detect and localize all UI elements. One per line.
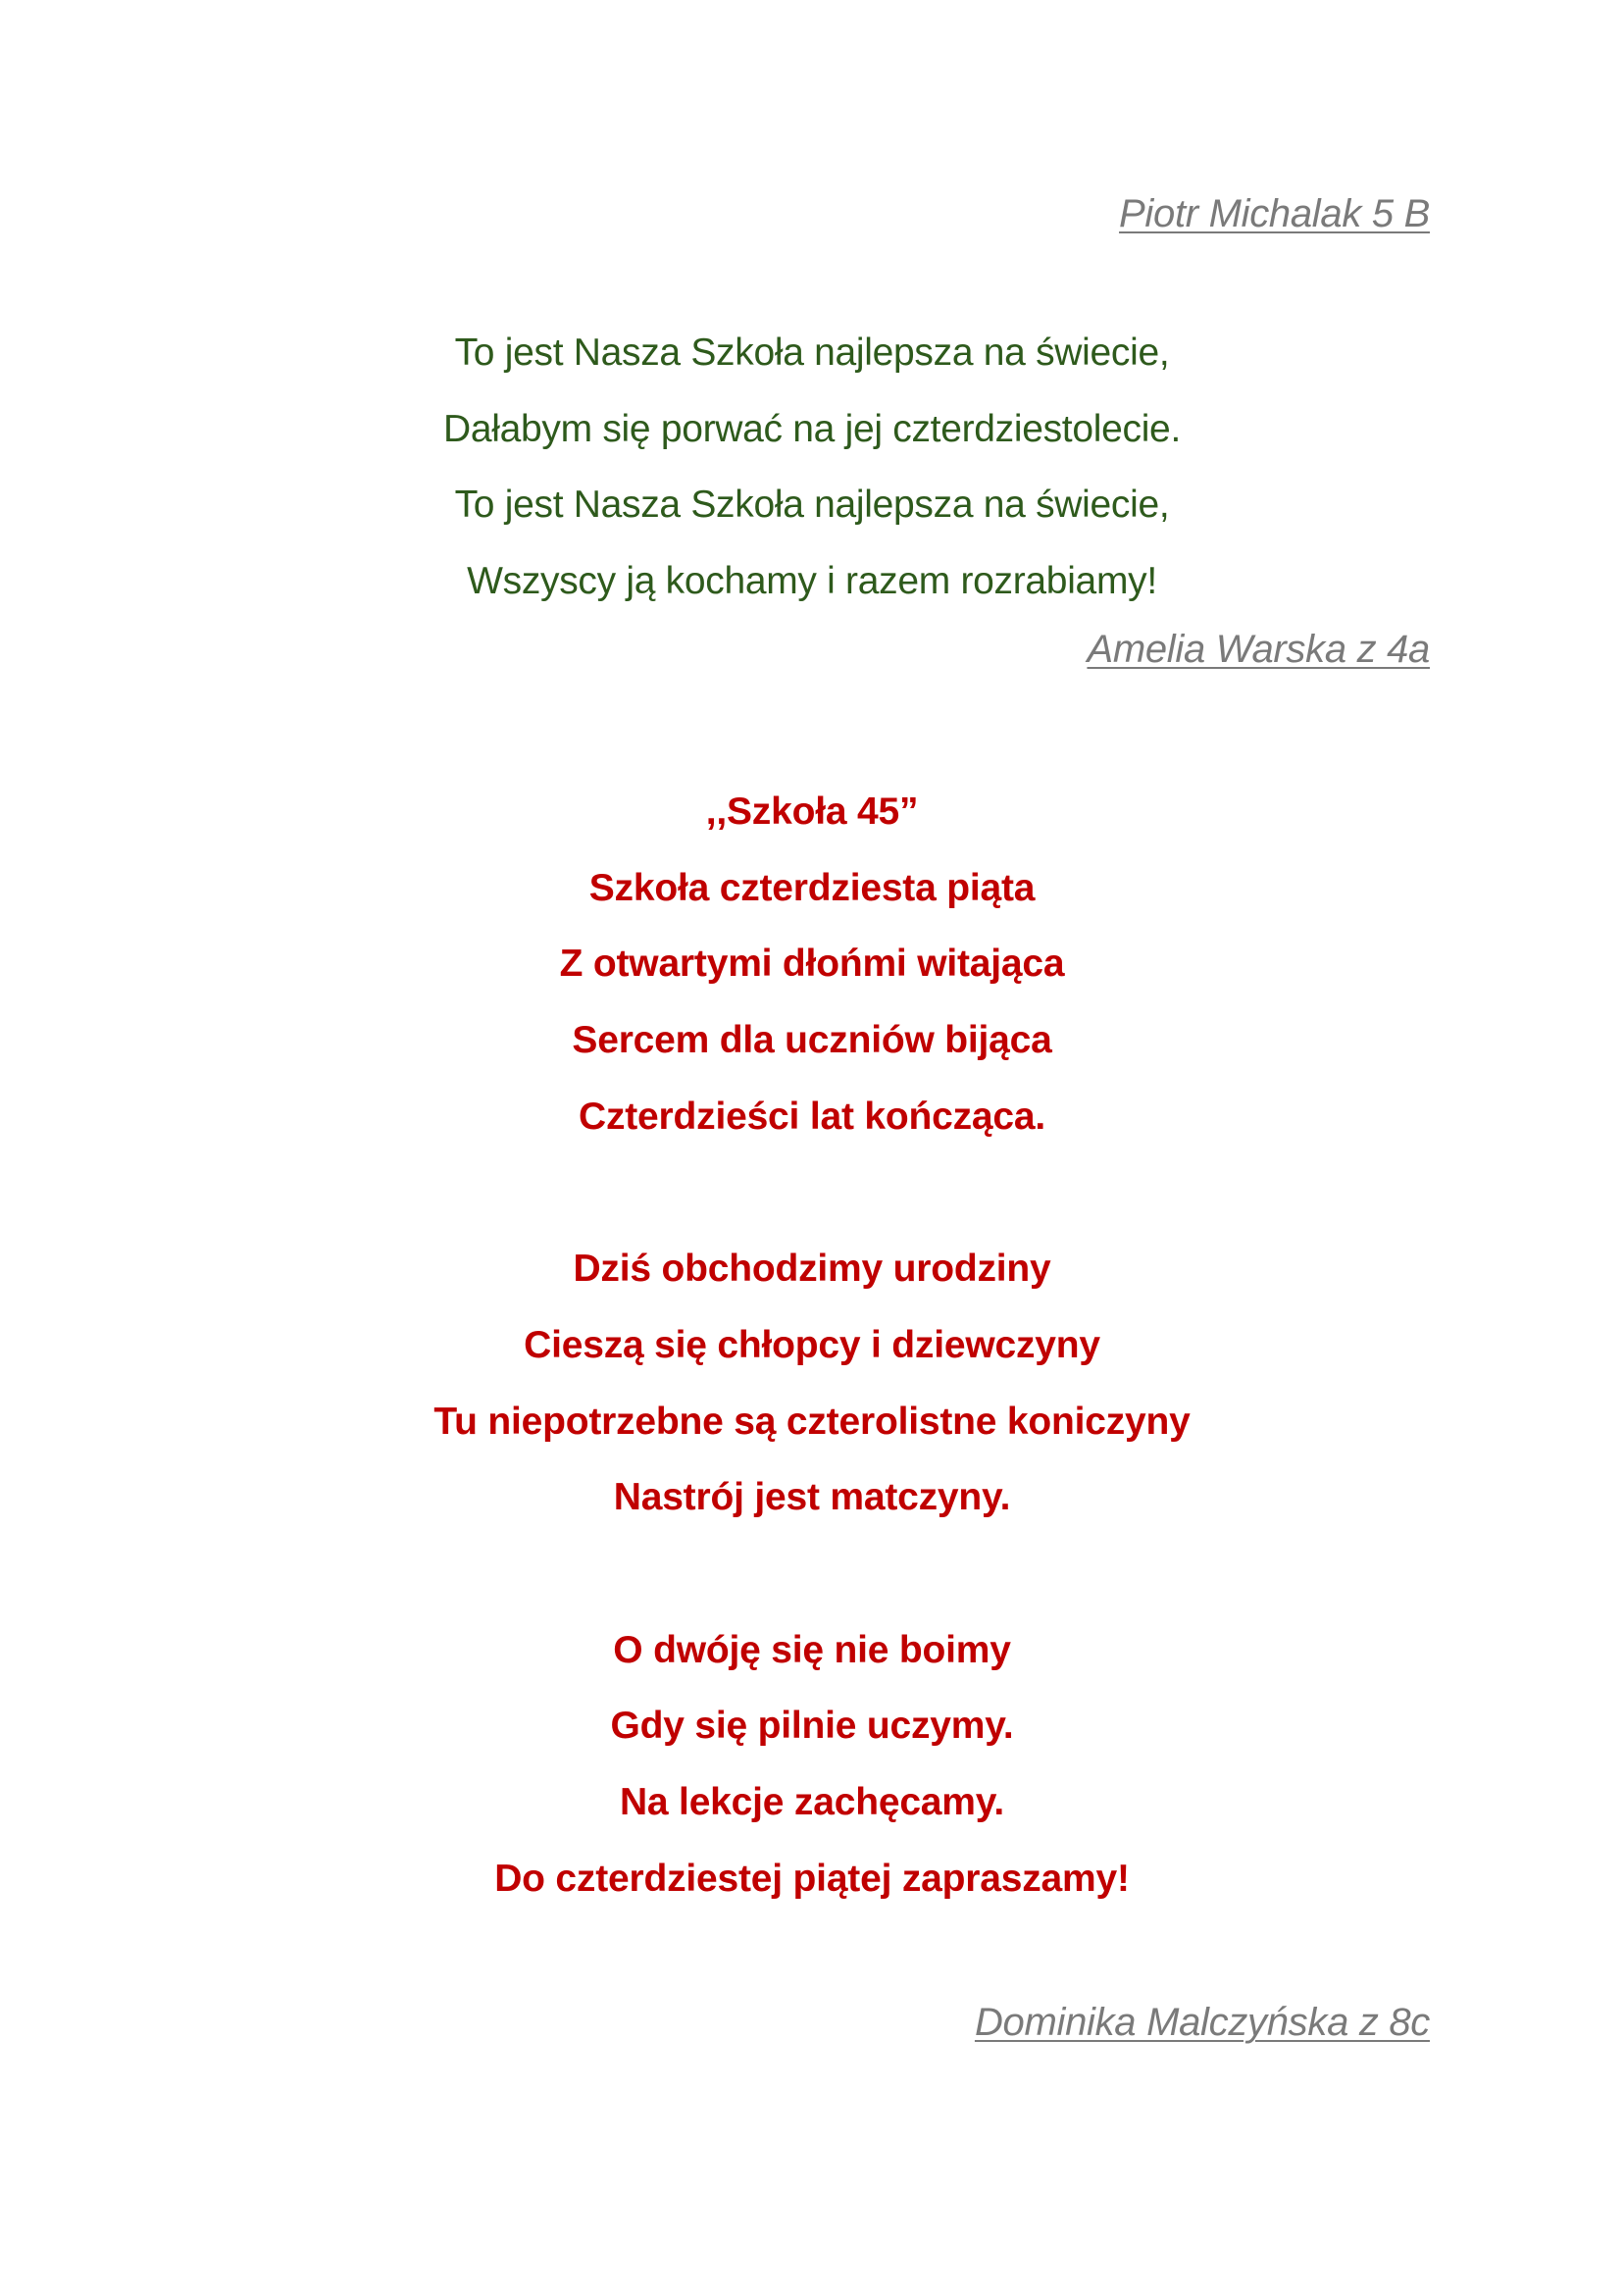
poem-one bbox=[0, 326, 1624, 630]
poem-line: Nastrój jest matczyny. bbox=[613, 1476, 1011, 1519]
poem-line: Gdy się pilnie uczymy. bbox=[610, 1705, 1014, 1748]
poem-line: Z otwartymi dłońmi witająca bbox=[559, 943, 1065, 986]
poem-line: Tu niepotrzebne są czterolistne koniczyny bbox=[433, 1400, 1191, 1443]
poem-line: Wszyscy ją kochamy i razem rozrabiamy! bbox=[467, 559, 1157, 602]
poem-line: Czterdzieści lat kończąca. bbox=[579, 1095, 1045, 1138]
poem-line: Na lekcje zachęcamy. bbox=[619, 1780, 1005, 1823]
poem-line: Dałabym się porwać na jej czterdziestolecie. bbox=[443, 407, 1181, 450]
poem-title: ,,Szkoła 45” bbox=[705, 790, 919, 833]
poem-line: Sercem dla uczniów bijąca bbox=[572, 1019, 1052, 1062]
poem-line: Szkoła czterdziesta piąta bbox=[588, 866, 1036, 909]
poem-line: To jest Nasza Szkoła najlepsza na świecie, bbox=[454, 484, 1170, 526]
poem-line: To jest Nasza Szkoła najlepsza na świecie, bbox=[454, 331, 1170, 374]
author-signature: Dominika Malczyńska z 8c bbox=[974, 2001, 1430, 2044]
poem-line: Do czterdziestej piątej zapraszamy! bbox=[494, 1857, 1130, 1900]
stanza-spacer bbox=[0, 1165, 1624, 1242]
poem-line: O dwóję się nie boimy bbox=[613, 1628, 1011, 1671]
poem-line: Cieszą się chłopcy i dziewczyny bbox=[524, 1323, 1100, 1366]
stanza-spacer bbox=[0, 1547, 1624, 1623]
author-signature: Piotr Michalak 5 B bbox=[1119, 192, 1430, 235]
poem-two bbox=[0, 785, 1624, 1927]
author-signature: Amelia Warska z 4a bbox=[1087, 628, 1430, 671]
poem-line: Dziś obchodzimy urodziny bbox=[573, 1248, 1051, 1291]
